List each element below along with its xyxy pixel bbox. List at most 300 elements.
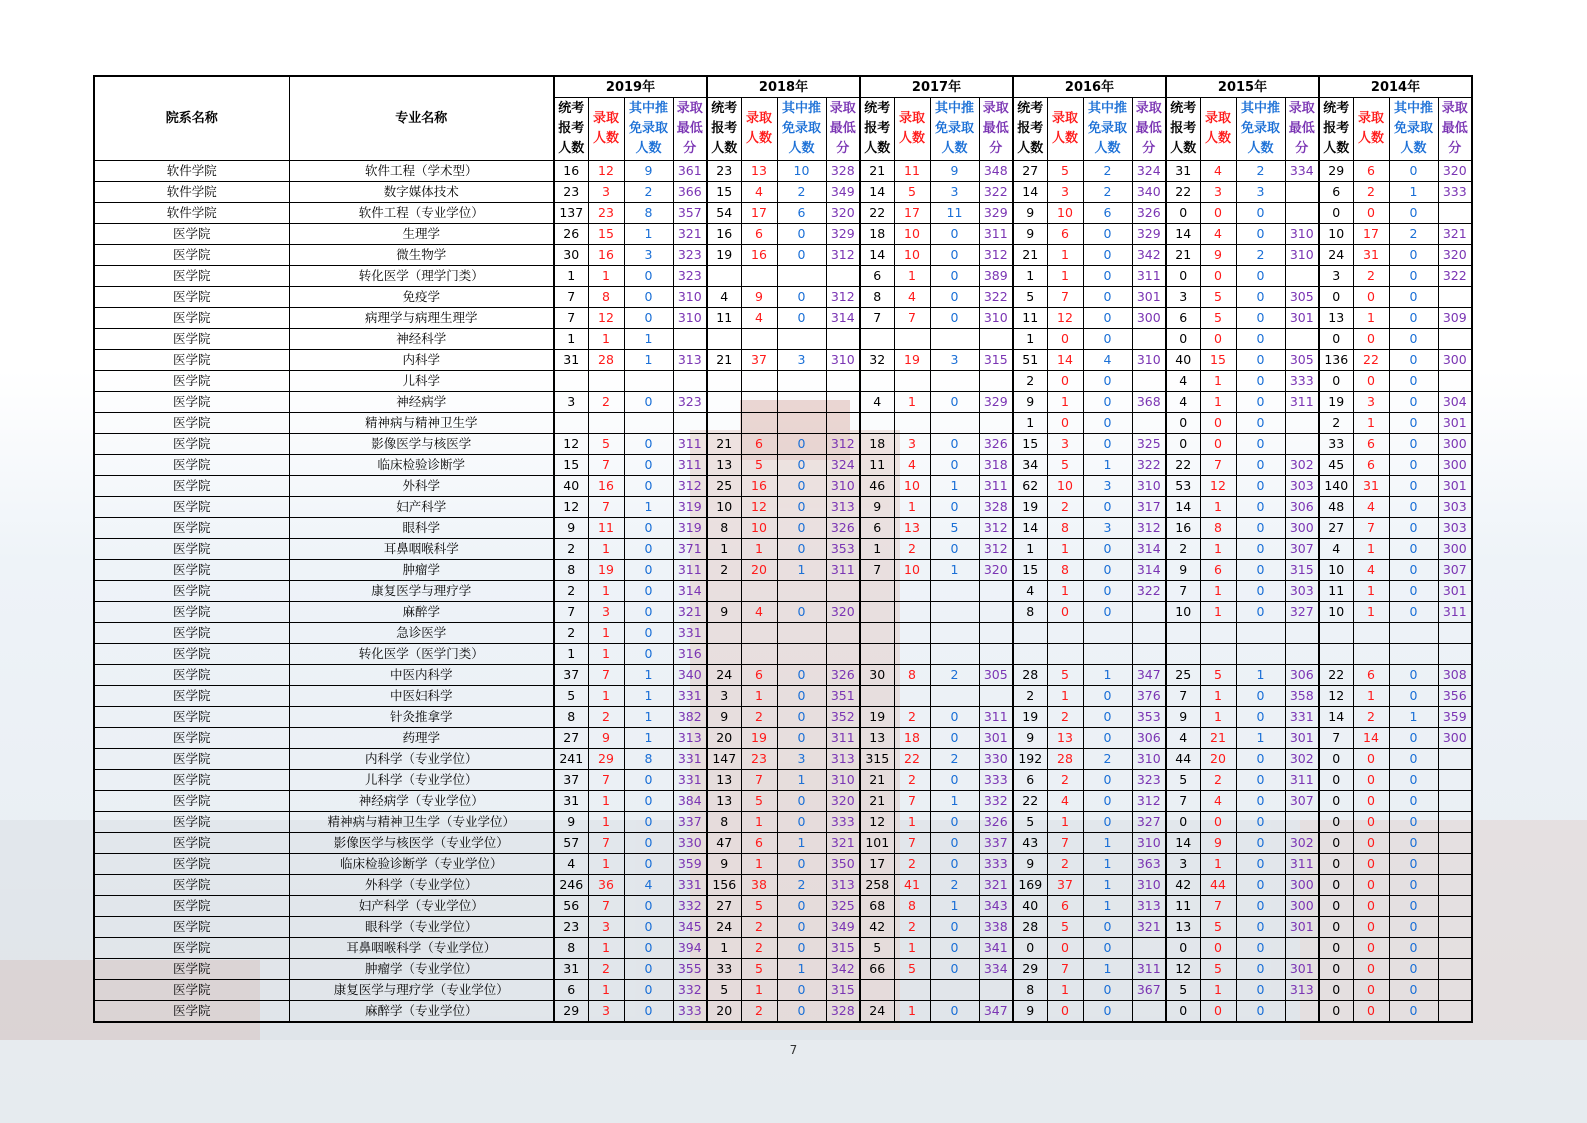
cell-apply-count: 40 xyxy=(1013,896,1047,917)
cell-apply-count xyxy=(707,329,741,350)
cell-exempt-count: 0 xyxy=(930,539,979,560)
cell-exempt-count: 0 xyxy=(930,812,979,833)
cell-exempt-count: 1 xyxy=(1083,833,1132,854)
cell-min-score: 301 xyxy=(1438,413,1472,434)
cell-min-score xyxy=(979,413,1013,434)
cell-apply-count: 7 xyxy=(1166,581,1200,602)
cell-exempt-count: 2 xyxy=(930,749,979,770)
cell-apply-count: 0 xyxy=(1319,854,1353,875)
cell-apply-count: 4 xyxy=(1166,728,1200,749)
cell-admit-count: 3 xyxy=(588,182,624,203)
cell-exempt-count: 0 xyxy=(1236,959,1285,980)
cell-min-score: 376 xyxy=(1132,686,1166,707)
cell-min-score: 300 xyxy=(1285,875,1319,896)
cell-apply-count: 11 xyxy=(707,308,741,329)
cell-exempt-count: 0 xyxy=(1236,896,1285,917)
cell-min-score: 323 xyxy=(673,245,707,266)
cell-exempt-count xyxy=(1083,644,1132,665)
cell-apply-count: 8 xyxy=(707,518,741,539)
cell-major: 转化医学（医学门类） xyxy=(289,644,554,665)
cell-min-score: 389 xyxy=(979,266,1013,287)
cell-admit-count: 1 xyxy=(1200,980,1236,1001)
header-year: 2017年 xyxy=(860,76,1013,98)
cell-exempt-count: 0 xyxy=(1083,938,1132,959)
cell-major: 耳鼻咽喉科学 xyxy=(289,539,554,560)
header-apply-count xyxy=(1319,98,1353,161)
cell-admit-count xyxy=(1047,644,1083,665)
cell-apply-count: 12 xyxy=(1166,959,1200,980)
table-row xyxy=(94,770,1472,791)
cell-min-score: 310 xyxy=(1132,476,1166,497)
header-apply-count xyxy=(1013,98,1047,161)
cell-apply-count: 1 xyxy=(707,938,741,959)
cell-min-score: 310 xyxy=(1132,350,1166,371)
cell-admit-count: 1 xyxy=(741,980,777,1001)
cell-apply-count: 137 xyxy=(554,203,588,224)
cell-min-score: 330 xyxy=(979,749,1013,770)
cell-min-score xyxy=(826,371,860,392)
cell-min-score: 300 xyxy=(1438,455,1472,476)
cell-exempt-count: 1 xyxy=(1083,896,1132,917)
cell-admit-count: 7 xyxy=(1353,518,1389,539)
header-label-line: 统考 xyxy=(558,101,585,116)
cell-admit-count xyxy=(1047,623,1083,644)
cell-admit-count: 0 xyxy=(1353,833,1389,854)
cell-apply-count: 14 xyxy=(1166,224,1200,245)
cell-admit-count: 1 xyxy=(1047,812,1083,833)
header-min-score xyxy=(1132,98,1166,161)
cell-exempt-count: 0 xyxy=(1236,350,1285,371)
cell-apply-count: 31 xyxy=(554,791,588,812)
cell-major: 内科学（专业学位） xyxy=(289,749,554,770)
cell-exempt-count: 0 xyxy=(1236,539,1285,560)
cell-min-score: 322 xyxy=(1132,455,1166,476)
cell-apply-count: 27 xyxy=(1319,518,1353,539)
cell-admit-count: 7 xyxy=(588,770,624,791)
cell-exempt-count: 0 xyxy=(1083,497,1132,518)
cell-exempt-count: 2 xyxy=(930,875,979,896)
cell-exempt-count: 0 xyxy=(1236,749,1285,770)
cell-exempt-count: 0 xyxy=(930,959,979,980)
cell-apply-count xyxy=(1319,623,1353,644)
cell-exempt-count: 0 xyxy=(777,896,826,917)
cell-apply-count: 0 xyxy=(1319,980,1353,1001)
header-year: 2015年 xyxy=(1166,76,1319,98)
cell-exempt-count: 0 xyxy=(1236,392,1285,413)
cell-apply-count: 0 xyxy=(1166,434,1200,455)
cell-min-score: 300 xyxy=(1285,896,1319,917)
cell-min-score: 329 xyxy=(979,392,1013,413)
cell-admit-count: 0 xyxy=(1353,959,1389,980)
cell-exempt-count: 0 xyxy=(1236,812,1285,833)
cell-dept: 医学院 xyxy=(94,686,289,707)
cell-min-score xyxy=(826,392,860,413)
cell-dept: 医学院 xyxy=(94,770,289,791)
table-header xyxy=(94,76,1472,161)
cell-apply-count: 23 xyxy=(554,917,588,938)
cell-apply-count: 0 xyxy=(1166,266,1200,287)
cell-major: 外科学（专业学位） xyxy=(289,875,554,896)
cell-exempt-count xyxy=(624,413,673,434)
cell-min-score xyxy=(1438,833,1472,854)
header-label-line: 其中推 xyxy=(1087,101,1127,116)
cell-apply-count: 31 xyxy=(1166,161,1200,182)
cell-apply-count: 48 xyxy=(1319,497,1353,518)
cell-admit-count: 6 xyxy=(1353,665,1389,686)
cell-admit-count: 2 xyxy=(741,917,777,938)
cell-admit-count: 1 xyxy=(1200,686,1236,707)
header-label-line: 录取 xyxy=(745,111,772,126)
cell-apply-count: 9 xyxy=(1013,224,1047,245)
cell-min-score: 356 xyxy=(1438,686,1472,707)
cell-admit-count: 1 xyxy=(588,938,624,959)
cell-exempt-count: 6 xyxy=(1083,203,1132,224)
cell-apply-count: 28 xyxy=(1013,917,1047,938)
cell-dept: 医学院 xyxy=(94,812,289,833)
cell-admit-count: 21 xyxy=(1200,728,1236,749)
cell-exempt-count: 1 xyxy=(624,350,673,371)
cell-min-score: 305 xyxy=(1285,350,1319,371)
cell-min-score: 326 xyxy=(826,518,860,539)
cell-exempt-count: 0 xyxy=(1236,371,1285,392)
cell-min-score: 310 xyxy=(826,770,860,791)
header-year-row xyxy=(94,76,1472,98)
cell-min-score: 319 xyxy=(673,497,707,518)
cell-min-score: 310 xyxy=(826,350,860,371)
cell-exempt-count: 0 xyxy=(1236,791,1285,812)
cell-exempt-count: 0 xyxy=(1083,434,1132,455)
cell-exempt-count: 0 xyxy=(1236,413,1285,434)
cell-apply-count: 26 xyxy=(554,224,588,245)
cell-admit-count: 1 xyxy=(741,539,777,560)
cell-dept: 医学院 xyxy=(94,350,289,371)
cell-min-score: 300 xyxy=(1132,308,1166,329)
cell-apply-count: 0 xyxy=(1319,1001,1353,1022)
cell-apply-count: 29 xyxy=(1013,959,1047,980)
cell-admit-count: 3 xyxy=(588,602,624,623)
header-label-line: 分 xyxy=(1295,141,1309,156)
cell-apply-count xyxy=(707,623,741,644)
cell-apply-count: 18 xyxy=(860,224,894,245)
header-label-line: 最低 xyxy=(829,121,856,136)
cell-exempt-count: 0 xyxy=(1083,791,1132,812)
cell-min-score: 325 xyxy=(826,896,860,917)
cell-apply-count: 4 xyxy=(1319,539,1353,560)
cell-min-score xyxy=(1285,182,1319,203)
cell-exempt-count: 0 xyxy=(930,455,979,476)
cell-apply-count xyxy=(860,602,894,623)
cell-admit-count: 1 xyxy=(1353,581,1389,602)
cell-exempt-count: 0 xyxy=(624,308,673,329)
cell-exempt-count: 0 xyxy=(1236,602,1285,623)
cell-admit-count: 1 xyxy=(588,644,624,665)
cell-exempt-count: 0 xyxy=(930,224,979,245)
cell-exempt-count: 0 xyxy=(1389,749,1438,770)
cell-admit-count: 20 xyxy=(1200,749,1236,770)
cell-exempt-count: 0 xyxy=(1083,371,1132,392)
cell-dept: 医学院 xyxy=(94,455,289,476)
cell-exempt-count: 0 xyxy=(1236,875,1285,896)
cell-min-score xyxy=(979,602,1013,623)
cell-apply-count: 246 xyxy=(554,875,588,896)
cell-admit-count: 4 xyxy=(894,287,930,308)
cell-min-score: 333 xyxy=(1438,182,1472,203)
cell-major: 肿瘤学 xyxy=(289,560,554,581)
cell-exempt-count: 0 xyxy=(777,245,826,266)
cell-exempt-count: 1 xyxy=(930,560,979,581)
table-row xyxy=(94,728,1472,749)
cell-min-score: 368 xyxy=(1132,392,1166,413)
cell-apply-count: 9 xyxy=(860,497,894,518)
cell-admit-count: 3 xyxy=(894,434,930,455)
cell-apply-count: 5 xyxy=(554,686,588,707)
cell-exempt-count: 4 xyxy=(1083,350,1132,371)
cell-min-score: 348 xyxy=(979,161,1013,182)
cell-min-score: 305 xyxy=(1285,287,1319,308)
cell-exempt-count: 0 xyxy=(1083,686,1132,707)
cell-exempt-count: 0 xyxy=(1389,371,1438,392)
header-admit-count xyxy=(1047,98,1083,161)
table-row xyxy=(94,917,1472,938)
cell-exempt-count: 0 xyxy=(1389,329,1438,350)
cell-apply-count: 0 xyxy=(1319,203,1353,224)
cell-exempt-count xyxy=(777,371,826,392)
cell-exempt-count: 0 xyxy=(624,602,673,623)
cell-min-score xyxy=(1285,413,1319,434)
cell-min-score xyxy=(826,581,860,602)
cell-exempt-count: 0 xyxy=(1083,770,1132,791)
cell-exempt-count: 0 xyxy=(1083,1001,1132,1022)
cell-apply-count: 4 xyxy=(1166,392,1200,413)
cell-admit-count: 28 xyxy=(1047,749,1083,770)
cell-exempt-count: 0 xyxy=(1389,413,1438,434)
cell-exempt-count: 1 xyxy=(624,224,673,245)
cell-exempt-count: 6 xyxy=(777,203,826,224)
cell-exempt-count: 0 xyxy=(930,308,979,329)
cell-admit-count: 10 xyxy=(894,224,930,245)
cell-dept: 医学院 xyxy=(94,434,289,455)
cell-admit-count: 1 xyxy=(894,266,930,287)
cell-exempt-count: 0 xyxy=(624,560,673,581)
header-label-line: 人数 xyxy=(745,131,772,146)
cell-admit-count xyxy=(741,413,777,434)
cell-admit-count: 1 xyxy=(588,623,624,644)
cell-admit-count: 13 xyxy=(1047,728,1083,749)
cell-apply-count: 37 xyxy=(554,665,588,686)
cell-min-score: 314 xyxy=(826,308,860,329)
cell-apply-count: 0 xyxy=(1166,812,1200,833)
cell-major: 眼科学（专业学位） xyxy=(289,917,554,938)
cell-exempt-count: 0 xyxy=(624,644,673,665)
cell-apply-count: 17 xyxy=(860,854,894,875)
cell-exempt-count: 1 xyxy=(624,665,673,686)
cell-apply-count: 1 xyxy=(1013,539,1047,560)
cell-admit-count xyxy=(894,980,930,1001)
cell-apply-count: 30 xyxy=(860,665,894,686)
header-label-line: 报考 xyxy=(864,121,891,136)
cell-apply-count: 13 xyxy=(707,455,741,476)
cell-major: 精神病与精神卫生学 xyxy=(289,413,554,434)
cell-apply-count: 19 xyxy=(1319,392,1353,413)
cell-apply-count xyxy=(707,266,741,287)
header-label-line: 免录取 xyxy=(1393,121,1433,136)
cell-exempt-count: 0 xyxy=(1389,434,1438,455)
cell-apply-count: 22 xyxy=(1166,455,1200,476)
cell-exempt-count: 11 xyxy=(930,203,979,224)
cell-admit-count: 1 xyxy=(588,581,624,602)
header-label-line: 分 xyxy=(683,141,697,156)
table-row xyxy=(94,539,1472,560)
cell-dept: 医学院 xyxy=(94,476,289,497)
cell-apply-count xyxy=(1166,623,1200,644)
header-label-line: 人数 xyxy=(941,141,968,156)
cell-exempt-count: 0 xyxy=(624,833,673,854)
cell-admit-count: 17 xyxy=(741,203,777,224)
table-row xyxy=(94,749,1472,770)
cell-apply-count xyxy=(860,644,894,665)
cell-exempt-count: 9 xyxy=(930,161,979,182)
cell-min-score: 307 xyxy=(1285,539,1319,560)
cell-min-score: 359 xyxy=(1438,707,1472,728)
header-label-line: 免录取 xyxy=(628,121,668,136)
table-row xyxy=(94,434,1472,455)
cell-min-score: 357 xyxy=(673,203,707,224)
cell-apply-count: 51 xyxy=(1013,350,1047,371)
cell-exempt-count: 0 xyxy=(1236,497,1285,518)
table-row xyxy=(94,266,1472,287)
cell-admit-count: 7 xyxy=(588,455,624,476)
cell-min-score: 331 xyxy=(673,875,707,896)
cell-admit-count: 0 xyxy=(1353,203,1389,224)
cell-admit-count: 1 xyxy=(1047,392,1083,413)
cell-admit-count xyxy=(894,602,930,623)
cell-min-score: 301 xyxy=(1438,476,1472,497)
table-row xyxy=(94,161,1472,182)
header-year: 2019年 xyxy=(554,76,707,98)
cell-admit-count xyxy=(741,623,777,644)
cell-admit-count: 19 xyxy=(894,350,930,371)
cell-min-score: 313 xyxy=(1285,980,1319,1001)
cell-min-score: 312 xyxy=(826,245,860,266)
cell-min-score: 331 xyxy=(673,770,707,791)
cell-apply-count: 22 xyxy=(1013,791,1047,812)
cell-exempt-count: 0 xyxy=(1083,266,1132,287)
header-label-line: 报考 xyxy=(711,121,738,136)
cell-exempt-count: 0 xyxy=(1236,938,1285,959)
cell-exempt-count: 0 xyxy=(1236,686,1285,707)
cell-min-score: 301 xyxy=(1285,728,1319,749)
header-year: 2014年 xyxy=(1319,76,1472,98)
cell-apply-count: 0 xyxy=(1166,938,1200,959)
header-label-line: 统考 xyxy=(711,101,738,116)
cell-exempt-count: 0 xyxy=(1083,812,1132,833)
cell-min-score: 301 xyxy=(1285,917,1319,938)
cell-apply-count: 33 xyxy=(1319,434,1353,455)
cell-admit-count: 2 xyxy=(741,1001,777,1022)
cell-min-score: 301 xyxy=(979,728,1013,749)
cell-apply-count: 25 xyxy=(1166,665,1200,686)
cell-exempt-count: 0 xyxy=(777,812,826,833)
cell-apply-count: 0 xyxy=(1319,875,1353,896)
cell-admit-count: 1 xyxy=(1047,539,1083,560)
cell-min-score: 323 xyxy=(673,392,707,413)
table-row xyxy=(94,812,1472,833)
cell-exempt-count: 0 xyxy=(1389,686,1438,707)
cell-apply-count: 8 xyxy=(1013,602,1047,623)
cell-min-score: 302 xyxy=(1285,749,1319,770)
cell-admit-count: 5 xyxy=(1047,455,1083,476)
header-label-line: 人数 xyxy=(592,131,619,146)
cell-apply-count: 31 xyxy=(554,350,588,371)
cell-min-score: 312 xyxy=(673,476,707,497)
cell-apply-count: 0 xyxy=(1319,812,1353,833)
cell-exempt-count: 0 xyxy=(1083,539,1132,560)
cell-apply-count xyxy=(1013,623,1047,644)
cell-admit-count: 1 xyxy=(1200,497,1236,518)
cell-exempt-count: 0 xyxy=(777,287,826,308)
cell-exempt-count: 0 xyxy=(1389,854,1438,875)
cell-apply-count: 4 xyxy=(860,392,894,413)
cell-apply-count: 5 xyxy=(1166,770,1200,791)
cell-dept: 医学院 xyxy=(94,497,289,518)
cell-min-score xyxy=(673,413,707,434)
cell-admit-count: 16 xyxy=(741,476,777,497)
cell-admit-count: 1 xyxy=(741,854,777,875)
cell-apply-count: 0 xyxy=(1166,1001,1200,1022)
cell-min-score: 315 xyxy=(826,938,860,959)
cell-admit-count: 10 xyxy=(741,518,777,539)
cell-min-score: 300 xyxy=(1438,539,1472,560)
cell-admit-count: 23 xyxy=(588,203,624,224)
table-row xyxy=(94,980,1472,1001)
cell-exempt-count xyxy=(930,980,979,1001)
cell-min-score: 330 xyxy=(673,833,707,854)
cell-min-score: 324 xyxy=(1132,161,1166,182)
cell-apply-count: 0 xyxy=(1166,329,1200,350)
cell-exempt-count: 0 xyxy=(624,581,673,602)
cell-admit-count: 0 xyxy=(1200,434,1236,455)
cell-admit-count: 4 xyxy=(1200,224,1236,245)
cell-apply-count: 21 xyxy=(707,350,741,371)
table-row xyxy=(94,371,1472,392)
header-apply-count xyxy=(707,98,741,161)
header-year: 2016年 xyxy=(1013,76,1166,98)
cell-admit-count: 4 xyxy=(741,182,777,203)
cell-exempt-count: 0 xyxy=(1236,917,1285,938)
cell-apply-count: 4 xyxy=(1166,371,1200,392)
cell-min-score: 338 xyxy=(979,917,1013,938)
cell-admit-count: 5 xyxy=(1200,287,1236,308)
cell-min-score: 355 xyxy=(673,959,707,980)
cell-exempt-count: 0 xyxy=(1389,497,1438,518)
cell-major: 妇产科学（专业学位） xyxy=(289,896,554,917)
cell-exempt-count: 0 xyxy=(1236,980,1285,1001)
cell-admit-count: 5 xyxy=(1047,917,1083,938)
cell-admit-count xyxy=(1200,644,1236,665)
table-row xyxy=(94,329,1472,350)
cell-min-score: 322 xyxy=(1438,266,1472,287)
cell-admit-count: 7 xyxy=(1047,959,1083,980)
cell-dept: 医学院 xyxy=(94,539,289,560)
cell-admit-count: 1 xyxy=(894,1001,930,1022)
header-label-line: 人数 xyxy=(1323,141,1350,156)
cell-apply-count xyxy=(707,644,741,665)
header-min-score xyxy=(826,98,860,161)
cell-min-score xyxy=(1438,875,1472,896)
header-exempt-count xyxy=(1236,98,1285,161)
cell-apply-count: 2 xyxy=(1166,539,1200,560)
cell-apply-count: 24 xyxy=(707,665,741,686)
